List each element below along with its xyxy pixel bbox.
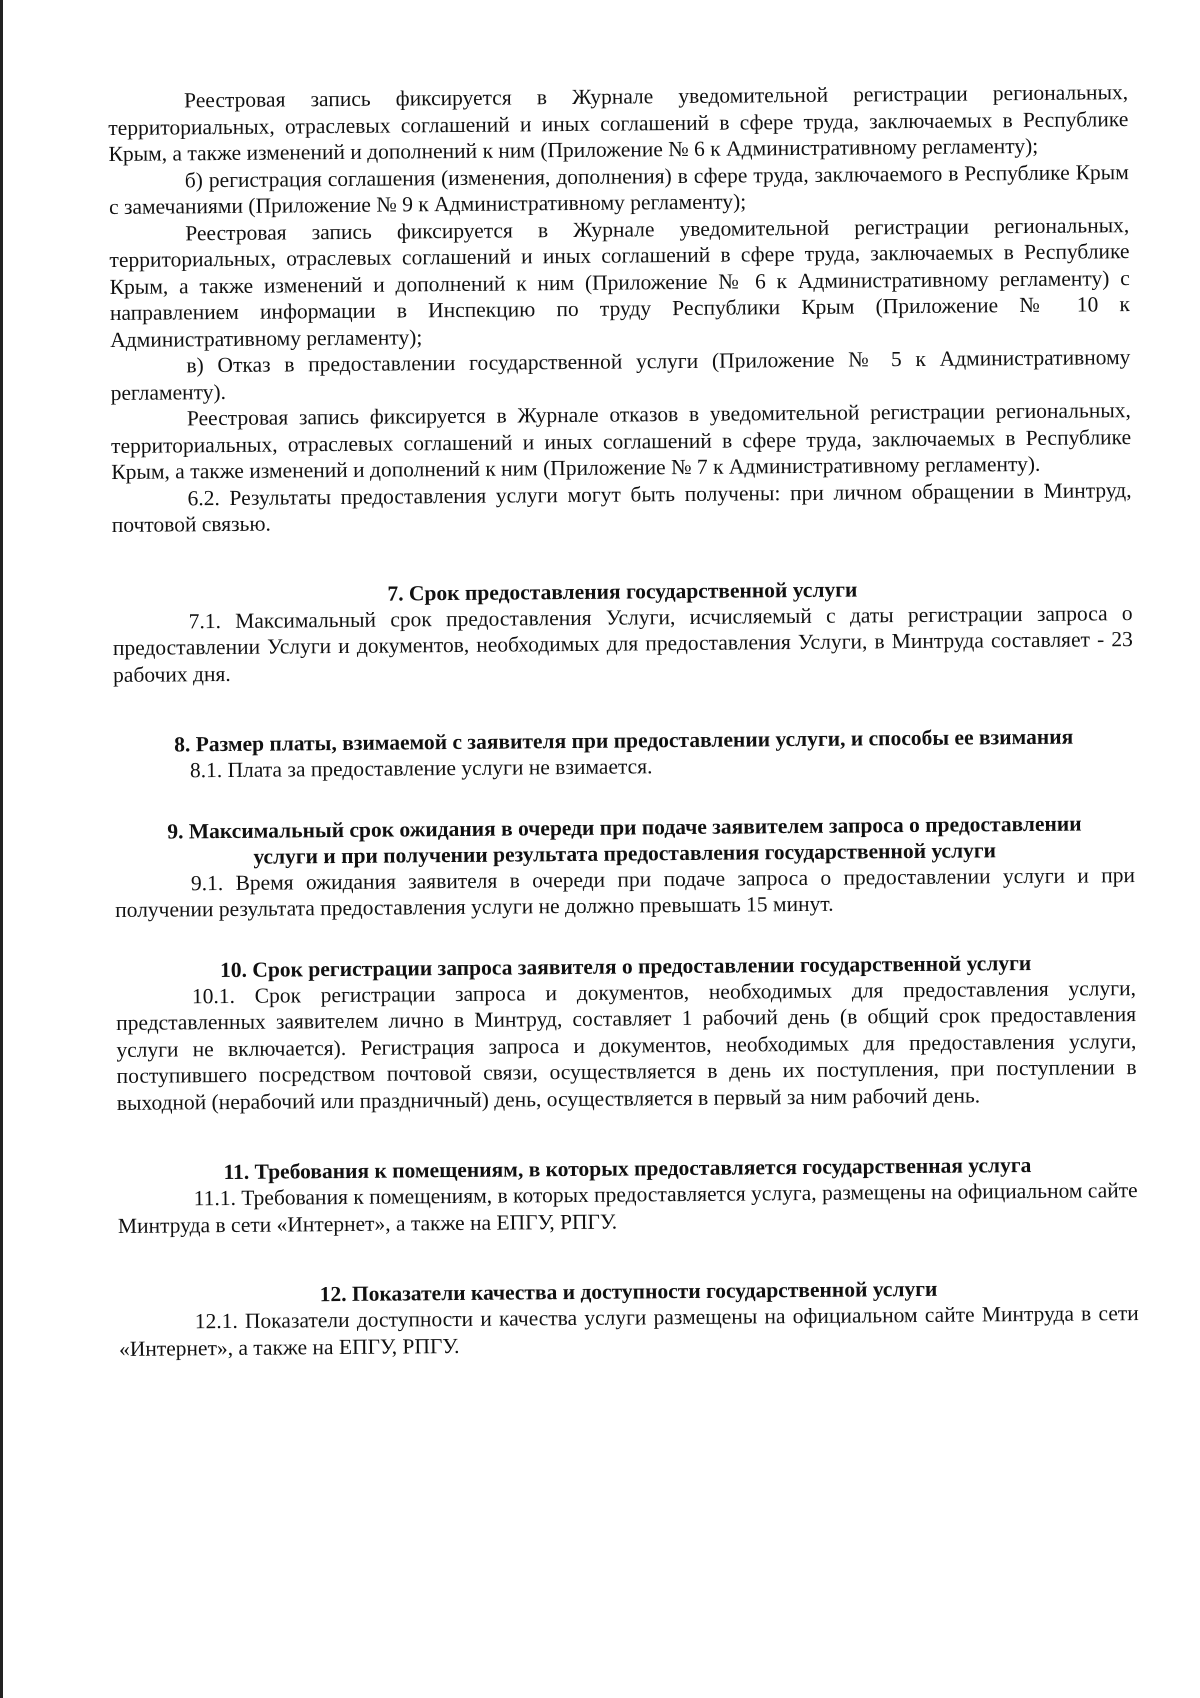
- section-8-heading: 8. Размер платы, взимаемой с заявителя при предоставлении услуги, и способы ее взимания: [174, 724, 1074, 757]
- section-12-heading: 12. Показатели качества и доступности государственной услуги: [319, 1276, 938, 1307]
- paragraph-registry-entry-2: Реестровая запись фиксируется в Журнале уведомительной регистрации региональных, территориальных, отраслевых соглашений и иных соглашений в сфере труда, заключаемых в Республике Крым, а также изменений и дополнений к ним (Приложение № 6 к Административному регламенту) с направлением информации в Инспекцию по труду Республики Крым (Приложение № 10 к Административному регламенту);: [109, 212, 1131, 352]
- paragraph-registry-entry-refusals: Реестровая запись фиксируется в Журнале отказов в уведомительной регистрации региональных, территориальных, отраслевых соглашений и иных соглашений в сфере труда, заключаемых в Республике Крым, а также изменений и дополнений к ним (Приложение № 7 к Административному регламенту).: [111, 398, 1132, 484]
- section-12-text: 12.1. Показатели доступности и качества услуги размещены на официальном сайте Минтруда в сети «Интернет», а также на ЕПГУ, РПГУ.: [118, 1301, 1139, 1361]
- section-9-text: 9.1. Время ожидания заявителя в очереди при подаче запроса о предоставлении услуги и при получении результата предоставления услуги не должно превышать 15 минут.: [115, 862, 1136, 922]
- section-7-heading: 7. Срок предоставления государственной услуги: [387, 576, 858, 606]
- section-9-heading: 9. Максимальный срок ожидания в очереди при подаче заявителем запроса о предоставлении услуги и при получении результата предоставления государственной услуги: [167, 811, 1082, 869]
- section-10-heading: 10. Срок регистрации запроса заявителя о предоставлении государственной услуги: [220, 950, 1032, 982]
- section-10-text: 10.1. Срок регистрации запроса и документов, необходимых для предоставления услуги, представленных заявителем лично в Минтруд, составляет 1 рабочий день (в общий срок предоставления услуги не включается). Регистрация запроса и документов, необходимых для предоставления услуги, поступившего посредством почтовой связи, осуществляется в день их поступления, при поступлении в выходной (нерабочий или праздничный) день, осуществляется в первый за ним рабочий день.: [116, 975, 1137, 1115]
- paragraph-refusal: в) Отказ в предоставлении государственной услуги (Приложение № 5 к Административному регламенту).: [110, 345, 1131, 405]
- paragraph-registry-entry-1: Реестровая запись фиксируется в Журнале уведомительной регистрации региональных, территориальных, отраслевых соглашений и иных соглашений в сфере труда, заключаемых в Республике Крым, а также изменений и дополнений к ним (Приложение № 6 к Административному регламенту);: [108, 80, 1129, 166]
- section-8-text: 8.1. Плата за предоставление услуги не взимается.: [189, 754, 653, 783]
- document-body: [108, 79, 1139, 1362]
- scan-edge: [0, 0, 3, 1698]
- paragraph-registration-with-remarks: б) регистрация соглашения (изменения, дополнения) в сфере труда, заключаемого в Республике Крым с замечаниями (Приложение № 9 к Административному регламенту);: [108, 159, 1129, 219]
- section-11-text: 11.1. Требования к помещениям, в которых предоставляется услуга, размещены на официальном сайте Минтруда в сети «Интернет», а также на ЕПГУ, РПГУ.: [117, 1178, 1138, 1238]
- paragraph-results-delivery: 6.2. Результаты предоставления услуги могут быть получены: при личном обращении в Минтруд, почтовой связью.: [111, 477, 1132, 537]
- section-11-heading: 11. Требования к помещениям, в которых предоставляется государственная услуга: [223, 1152, 1032, 1185]
- section-7-text: 7.1. Максимальный срок предоставления Услуги, исчисляемый с даты регистрации запроса о предоставлении Услуги и документов, необходимых для предоставления Услуги, в Минтруда составляет - 23 рабочих дня.: [112, 600, 1133, 687]
